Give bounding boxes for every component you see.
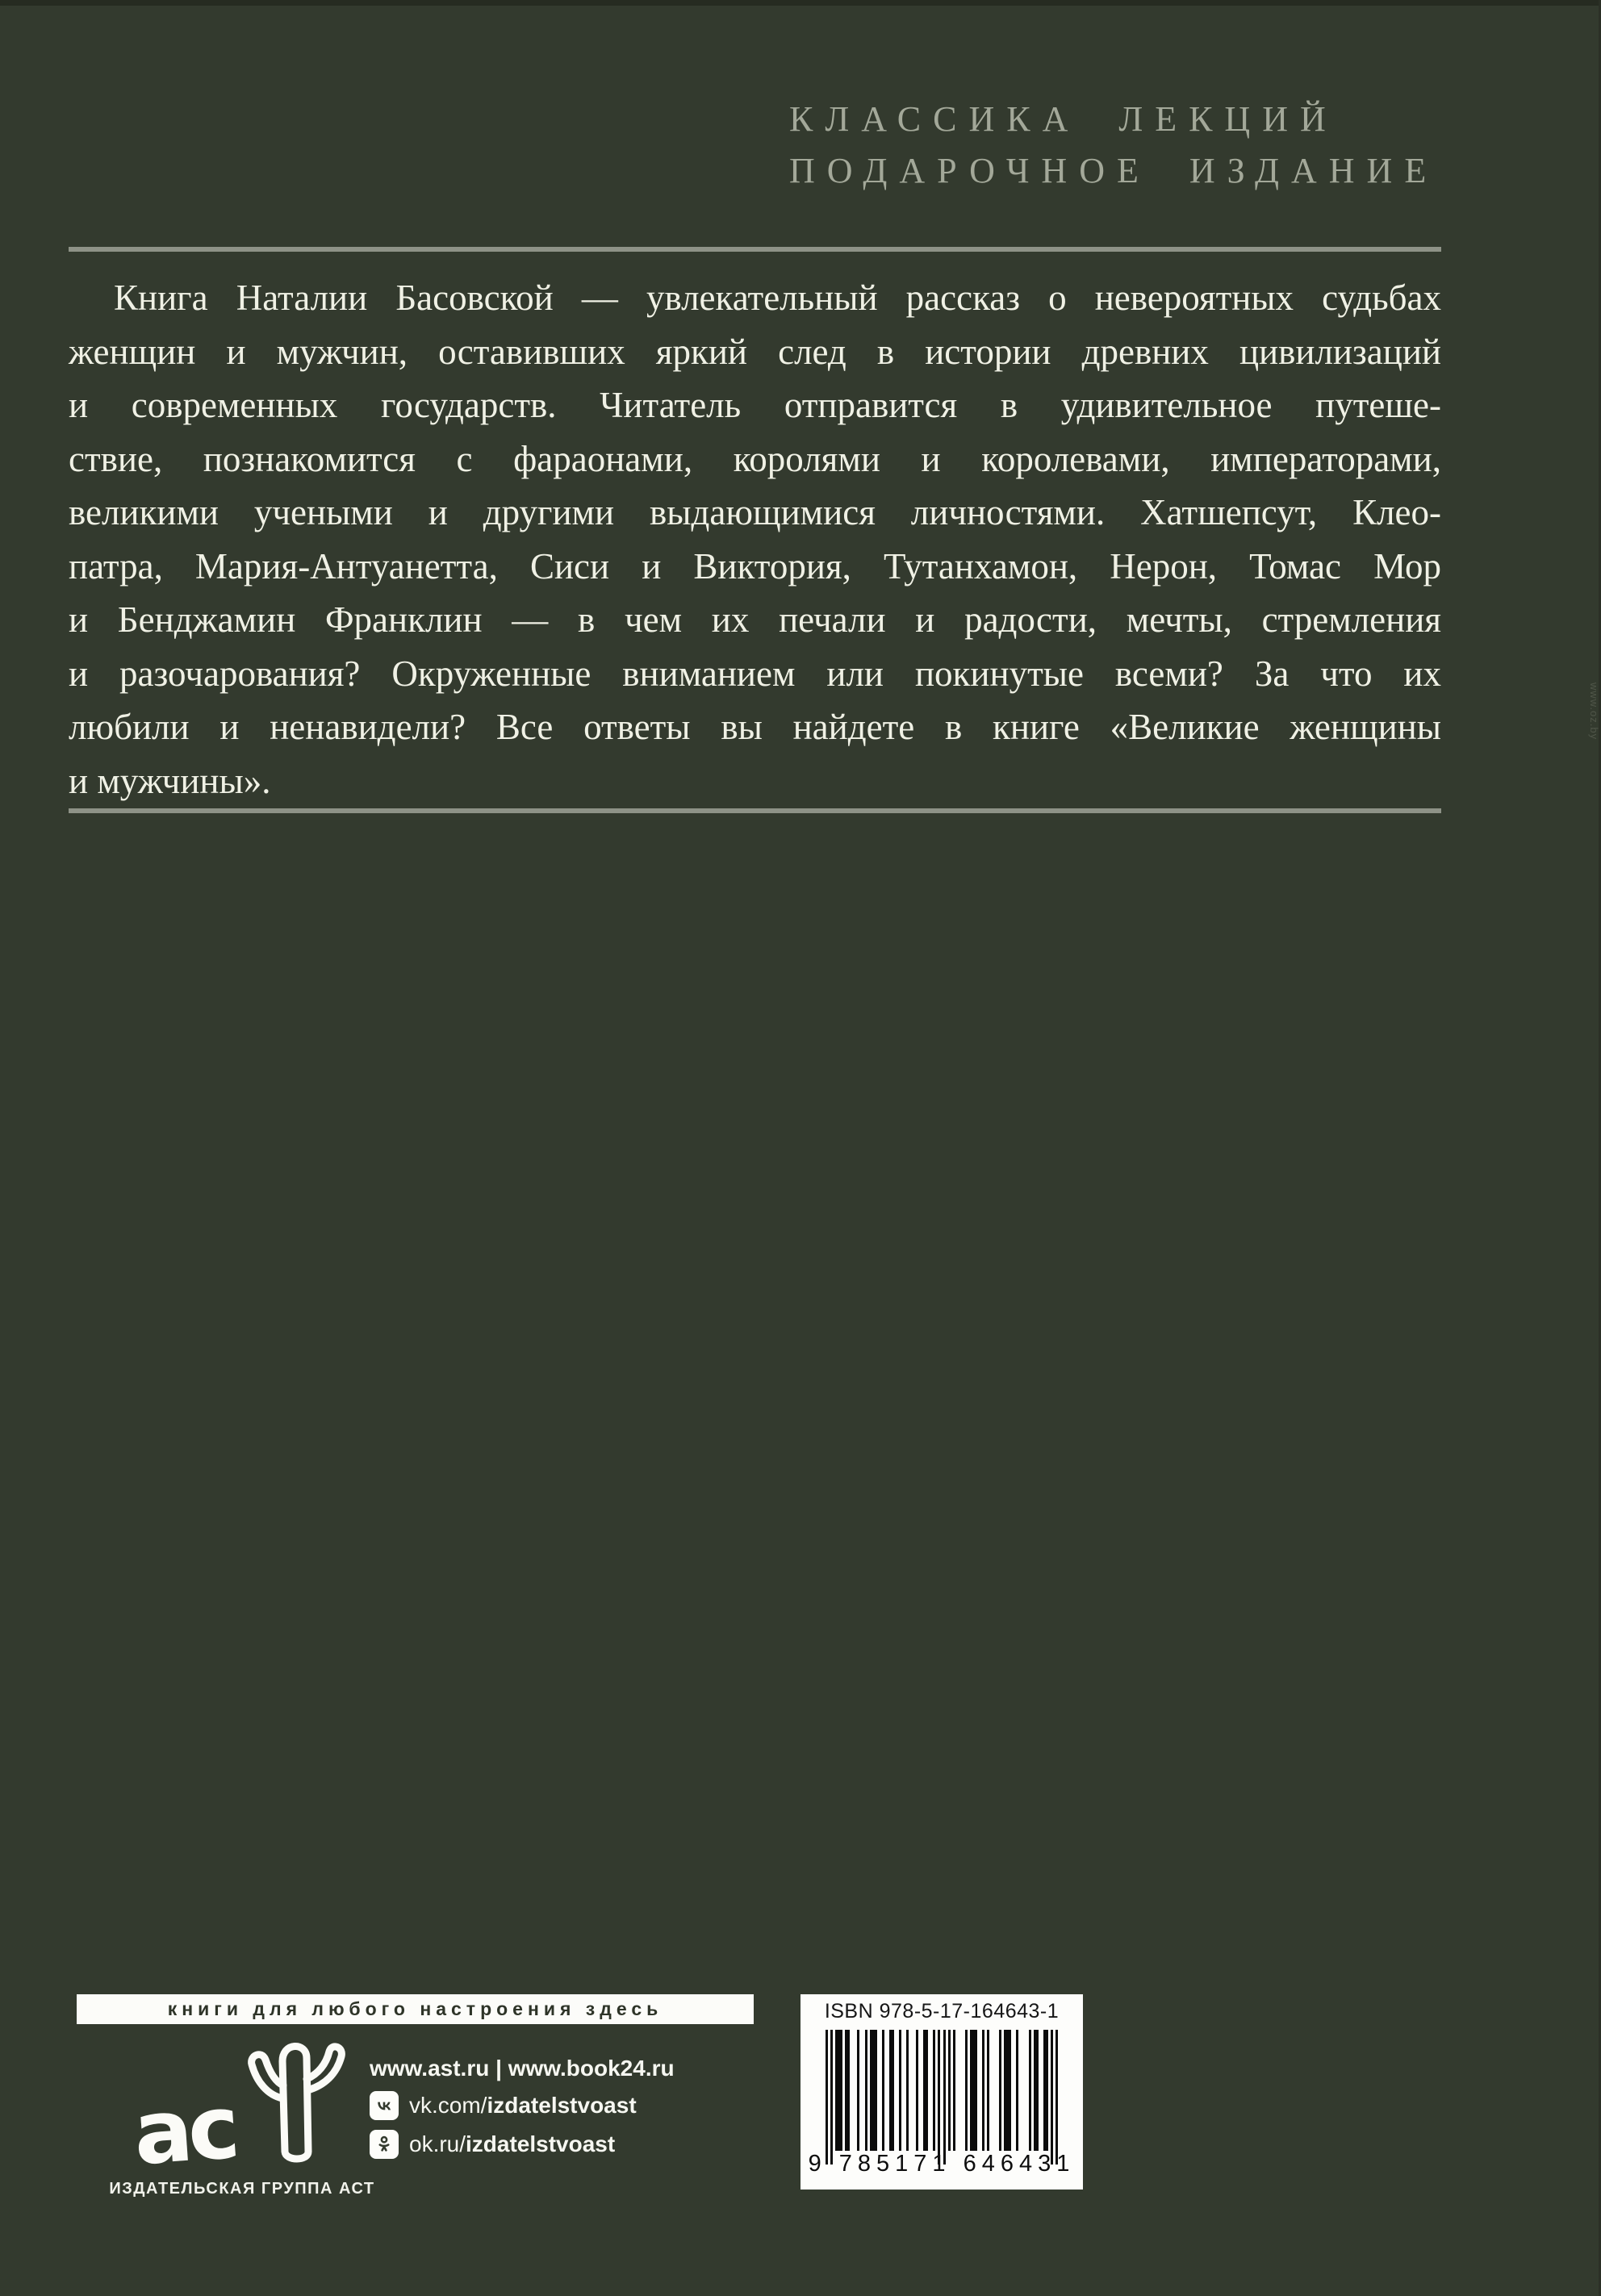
annotation-paragraph xyxy=(69,271,1441,808)
ast-logo xyxy=(105,2033,379,2185)
publisher-caption: ИЗДАТЕЛЬСКАЯ ГРУППА АСТ xyxy=(109,2180,375,2198)
barcode-icon xyxy=(826,2030,1058,2167)
vk-url-handle: izdatelstvoast xyxy=(487,2093,637,2118)
annotation-line: и разочарования? Окруженные вниманием или покинутые всеми? За что их xyxy=(69,653,1441,694)
vk-icon xyxy=(370,2091,399,2120)
ok-link-row xyxy=(370,2130,675,2159)
annotation-line: и мужчины». xyxy=(69,760,271,801)
watermark: www.oz.by xyxy=(1588,683,1600,741)
publisher-websites: www.ast.ru | www.book24.ru xyxy=(370,2056,675,2081)
series-line-classic: КЛАССИКА ЛЕКЦИЙ xyxy=(789,99,1338,139)
ok-url-handle: izdatelstvoast xyxy=(466,2131,616,2156)
vk-link-row xyxy=(370,2091,675,2120)
annotation-line: и Бенджамин Франклин — в чем их печали и радости, мечты, стремления xyxy=(69,599,1441,640)
divider-bottom xyxy=(69,808,1441,813)
isbn-label: ISBN 978-5-17-164643-1 xyxy=(824,2000,1060,2023)
slogan-text: книги для любого настроения здесь xyxy=(167,1998,663,2019)
annotation-line: ствие, познакомится с фараонами, королями и королевами, императорами, xyxy=(69,438,1441,479)
annotation-line: любили и ненавидели? Все ответы вы найдете в книге «Великие женщины xyxy=(69,707,1441,747)
ok-url-prefix: ok.ru/ xyxy=(409,2131,466,2156)
page-top-edge xyxy=(0,0,1601,6)
series-header xyxy=(789,94,1438,197)
slogan-bar xyxy=(77,1994,754,2024)
cactus-icon xyxy=(229,2029,350,2172)
vk-url-prefix: vk.com/ xyxy=(409,2093,487,2118)
annotation-line: Книга Наталии Басовской — увлекательный рассказ о невероятных судьбах xyxy=(114,278,1441,318)
publisher-links-block xyxy=(370,2056,675,2159)
ok-icon xyxy=(370,2130,399,2159)
barcode-digits: 9 785171 646431 xyxy=(808,2151,1076,2177)
publisher-logo-block xyxy=(105,2033,379,2198)
annotation-line: и современных государств. Читатель отправится в удивительное путеше- xyxy=(69,385,1441,425)
annotation-line: женщин и мужчин, оставивших яркий след в истории древних цивилизаций xyxy=(69,331,1441,372)
ast-logo-letters: ac xyxy=(130,2077,238,2185)
annotation-line: великими учеными и другими выдающимися личностями. Хатшепсут, Клео- xyxy=(69,492,1441,532)
divider-top xyxy=(69,247,1441,252)
barcode-panel xyxy=(800,1994,1083,2190)
annotation-line: патра, Мария-Антуанетта, Сиси и Виктория, Тутанхамон, Нерон, Томас Мор xyxy=(69,545,1441,587)
series-line-gift-edition: ПОДАРОЧНОЕ ИЗДАНИЕ xyxy=(789,151,1439,190)
